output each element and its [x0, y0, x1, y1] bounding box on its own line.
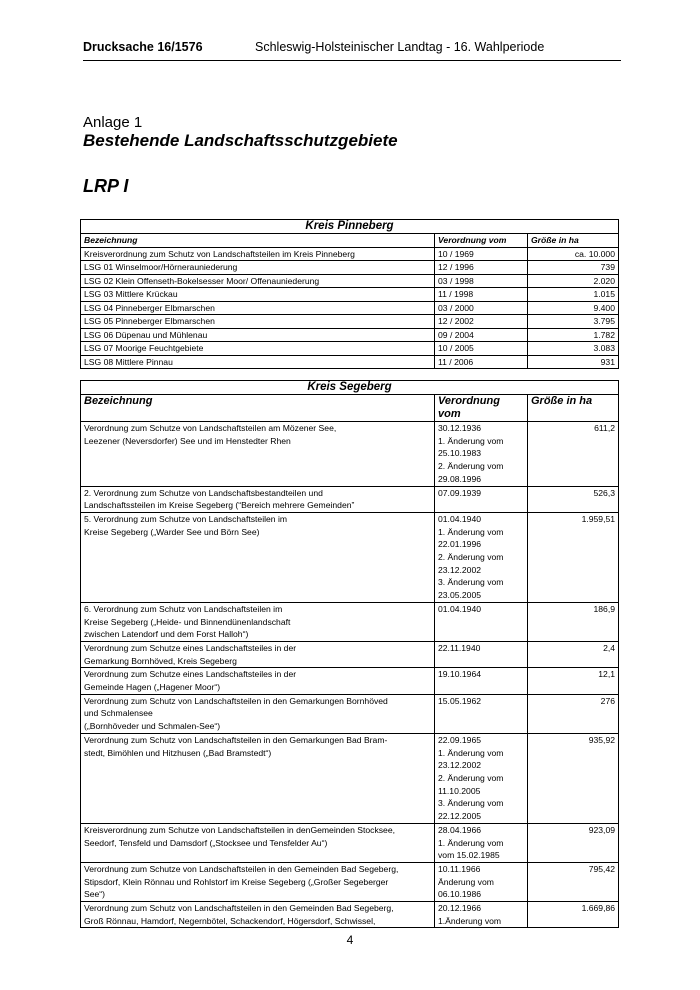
row-date-cell: 12 / 2002	[435, 315, 528, 329]
row-name-line: Seedorf, Tensfeld und Damsdorf („Stocksee und Tensfelder Au“)	[84, 837, 328, 848]
table-row	[81, 328, 619, 342]
row-date-line: 23.12.2002	[438, 564, 482, 575]
row-date-line: 30.12.1936	[438, 423, 482, 433]
row-size-cell: 1.782	[528, 328, 619, 342]
column-header: Bezeichnung	[81, 234, 435, 248]
row-date-cell: 03 / 1998	[435, 274, 528, 288]
row-date-line: 2. Änderung vom	[438, 552, 504, 563]
row-date-line: 3. Änderung vom	[438, 577, 504, 588]
row-date-line: 1. Änderung vom	[438, 837, 504, 848]
table-row	[81, 274, 619, 288]
row-name-cell	[81, 641, 435, 667]
row-name-cell: LSG 03 Mittlere Krückau	[81, 288, 435, 302]
table-row	[81, 641, 619, 667]
table-row	[81, 486, 619, 512]
row-date-cell: 10 / 1969	[435, 247, 528, 261]
row-date-cell: 11 / 1998	[435, 288, 528, 302]
row-name-line: und Schmalensee	[84, 708, 153, 719]
row-name-line: Kreise Segeberg („Heide- und Binnendünenlandschaft	[84, 616, 291, 627]
row-name-line: 5. Verordnung zum Schutze von Landschaftsteilen im	[84, 513, 288, 524]
column-header: Verordnung vom	[435, 234, 528, 248]
annex-label: Anlage 1	[83, 114, 143, 131]
row-date-line: 10.11.1966	[438, 863, 481, 874]
row-name-cell: LSG 07 Moorige Feuchtgebiete	[81, 342, 435, 356]
row-name-cell: LSG 01 Winselmoor/Hörnerauniederung	[81, 261, 435, 275]
row-date-line: 25.10.1983	[438, 448, 482, 459]
row-name-line: Gemarkung Bornhöved, Kreis Segeberg	[84, 655, 237, 666]
row-date-cell	[435, 512, 528, 602]
row-name-line: („Bornhöveder und Schmalen-See“)	[84, 721, 221, 732]
column-header	[435, 395, 528, 422]
row-date-line: 1. Änderung vom	[438, 526, 504, 537]
row-date-line: Änderung vom	[438, 876, 494, 887]
page-number: 4	[346, 933, 354, 947]
row-name-cell: LSG 06 Düpenau und Mühlenau	[81, 328, 435, 342]
table-row	[81, 247, 619, 261]
row-size-cell: 1.015	[528, 288, 619, 302]
row-size-cell: 2.020	[528, 274, 619, 288]
row-size-cell: 795,42	[528, 862, 619, 901]
row-size-cell: 12,1	[528, 668, 619, 694]
row-size-cell: 2,4	[528, 641, 619, 667]
row-date-cell: 09 / 2004	[435, 328, 528, 342]
table-row	[81, 862, 619, 901]
row-size-cell: 526,3	[528, 486, 619, 512]
table-row	[81, 261, 619, 275]
row-size-cell: 935,92	[528, 733, 619, 823]
row-date-line: 01.04.1940	[438, 513, 482, 524]
row-name-cell	[81, 902, 435, 928]
row-name-cell: LSG 08 Mittlere Pinnau	[81, 355, 435, 369]
row-date-line: 23.05.2005	[438, 590, 482, 601]
row-name-line: Landschaftssteilen im Kreise Segeberg (“Bereich mehrere Gemeinden”	[84, 500, 355, 511]
section-heading: LRP I	[83, 176, 129, 196]
row-size-cell: 276	[528, 694, 619, 733]
row-date-line: 22.01.1996	[438, 539, 482, 550]
table-row	[81, 342, 619, 356]
table-row	[81, 902, 619, 928]
segeberg-table	[80, 380, 619, 928]
row-date-line: 23.12.2002	[438, 760, 482, 771]
column-header-line: vom	[438, 408, 461, 420]
row-date-line: 07.09.1939	[438, 487, 482, 498]
table-row	[81, 602, 619, 641]
row-name-line: See“)	[84, 889, 106, 900]
table-row	[81, 512, 619, 602]
row-name-cell: LSG 04 Pinneberger Elbmarschen	[81, 301, 435, 315]
row-date-cell	[435, 602, 528, 641]
row-size-cell: 1.669,86	[528, 902, 619, 928]
row-date-cell	[435, 862, 528, 901]
row-date-line: 11.10.2005	[438, 785, 481, 796]
row-name-cell: Kreisverordnung zum Schutz von Landschaftsteilen im Kreis Pinneberg	[81, 247, 435, 261]
row-date-cell	[435, 694, 528, 733]
district-title: Kreis Segeberg	[81, 381, 619, 395]
row-size-cell: 611,2	[528, 422, 619, 487]
row-name-line: Verordnung zum Schutze eines Landschaftsteiles in der	[84, 669, 297, 680]
row-name-line: Gemeinde Hagen („Hagener Moor“)	[84, 682, 221, 693]
row-size-cell: 1.959,51	[528, 512, 619, 602]
row-name-line: Kreisverordnung zum Schutze von Landschaftsteilen in denGemeinden Stocksee,	[84, 824, 395, 835]
row-date-cell: 11 / 2006	[435, 355, 528, 369]
row-date-cell	[435, 486, 528, 512]
table-row	[81, 422, 619, 487]
table-row	[81, 315, 619, 329]
table-row	[81, 733, 619, 823]
row-date-line: 06.10.1986	[438, 889, 482, 900]
row-date-line: 22.12.2005	[438, 811, 482, 822]
table-header-row	[81, 234, 619, 248]
district-title: Kreis Pinneberg	[81, 220, 619, 234]
row-name-line: 2. Verordnung zum Schutze von Landschaftsbestandteilen und	[84, 487, 323, 498]
row-name-line: Verordnung zum Schutz von Landschaftsteilen in den Gemarkungen Bad Bram-	[84, 734, 388, 745]
row-date-line: 19.10.1964	[438, 669, 482, 680]
row-date-line: 15.05.1962	[438, 695, 482, 706]
row-date-line: 28.04.1966	[438, 824, 482, 835]
row-date-cell	[435, 823, 528, 862]
row-date-cell	[435, 733, 528, 823]
row-name-line: Stipsdorf, Klein Rönnau und Rohlstorf im Kreise Segeberg („Großer Segeberger	[84, 876, 389, 887]
table-row	[81, 301, 619, 315]
row-date-cell	[435, 422, 528, 487]
table-header-row	[81, 395, 619, 422]
row-date-line: 1. Änderung vom	[438, 747, 504, 758]
page-header	[83, 38, 621, 61]
row-date-line: 2. Änderung vom	[438, 772, 504, 783]
table-row	[81, 668, 619, 694]
row-size-cell: ca. 10.000	[528, 247, 619, 261]
row-name-cell	[81, 512, 435, 602]
column-header: Bezeichnung	[81, 395, 435, 422]
row-name-cell	[81, 668, 435, 694]
table-row	[81, 355, 619, 369]
row-name-cell: LSG 02 Klein Offenseth-Bokelsesser Moor/ Offenauniederung	[81, 274, 435, 288]
table-row	[81, 694, 619, 733]
row-date-cell	[435, 641, 528, 667]
row-size-cell: 3.795	[528, 315, 619, 329]
row-name-line: zwischen Latendorf und dem Forst Halloh“)	[84, 629, 249, 640]
table-row	[81, 823, 619, 862]
row-name-cell	[81, 694, 435, 733]
row-name-cell	[81, 733, 435, 823]
row-name-line: Verordnung zum Schutze von Landschaftsteilen am Mözener See,	[84, 423, 337, 433]
document-subtitle: Bestehende Landschaftsschutzgebiete	[83, 131, 398, 150]
row-size-cell: 186,9	[528, 602, 619, 641]
document-number: Drucksache 16/1576	[83, 40, 203, 54]
row-name-line: Verordnung zum Schutz von Landschaftsteilen in den Gemarkungen Bornhöved	[84, 695, 388, 706]
column-header-line: Verordnung	[438, 395, 500, 407]
row-name-cell	[81, 486, 435, 512]
pinneberg-table	[80, 219, 619, 369]
row-date-line: 22.09.1965	[438, 734, 482, 745]
row-name-line: stedt, Bimöhlen und Hitzhusen („Bad Bramstedt“)	[84, 747, 272, 758]
row-date-line: 29.08.1996	[438, 473, 482, 484]
row-size-cell: 923,09	[528, 823, 619, 862]
row-name-cell	[81, 422, 435, 487]
row-name-line: Verordnung zum Schutz von Landschaftsteilen in den Gemeinden Bad Segeberg,	[84, 903, 394, 914]
row-name-cell	[81, 602, 435, 641]
row-date-line: 20.12.1966	[438, 903, 482, 914]
column-header: Größe in ha	[528, 234, 619, 248]
row-date-line: 2. Änderung vom	[438, 461, 504, 472]
row-name-line: Verordnung zum Schutze von Landschaftsteilen in den Gemeinden Bad Segeberg,	[84, 863, 399, 874]
row-name-line: Kreise Segeberg („Warder See und Börn See)	[84, 526, 260, 537]
row-name-line: Groß Rönnau, Hamdorf, Negernbötel, Schackendorf, Högersdorf, Schwissel,	[84, 915, 376, 926]
row-name-cell	[81, 823, 435, 862]
row-date-line: 01.04.1940	[438, 603, 482, 614]
row-date-line: vom 15.02.1985	[438, 850, 500, 861]
row-date-cell: 03 / 2000	[435, 301, 528, 315]
row-name-line: 6. Verordnung zum Schutz von Landschaftsteilen im	[84, 603, 283, 614]
row-date-cell	[435, 902, 528, 928]
parliament-title: Schleswig-Holsteinischer Landtag - 16. Wahlperiode	[255, 40, 545, 54]
row-size-cell: 9.400	[528, 301, 619, 315]
row-date-line: 22.11.1940	[438, 642, 481, 653]
row-size-cell: 931	[528, 355, 619, 369]
row-date-line: 1.Änderung vom	[438, 915, 502, 926]
row-date-cell: 12 / 1996	[435, 261, 528, 275]
column-header: Größe in ha	[528, 395, 619, 422]
row-name-cell: LSG 05 Pinneberger Elbmarschen	[81, 315, 435, 329]
row-date-cell: 10 / 2005	[435, 342, 528, 356]
row-size-cell: 3.083	[528, 342, 619, 356]
row-name-line: Verordnung zum Schutze eines Landschaftsteiles in der	[84, 642, 297, 653]
row-date-line: 1. Änderung vom	[438, 435, 504, 446]
row-name-line: Leezener (Neversdorfer) See und im Henstedter Rhen	[84, 435, 291, 446]
row-date-line: 3. Änderung vom	[438, 798, 504, 809]
row-size-cell: 739	[528, 261, 619, 275]
row-name-cell	[81, 862, 435, 901]
row-date-cell	[435, 668, 528, 694]
table-row	[81, 288, 619, 302]
